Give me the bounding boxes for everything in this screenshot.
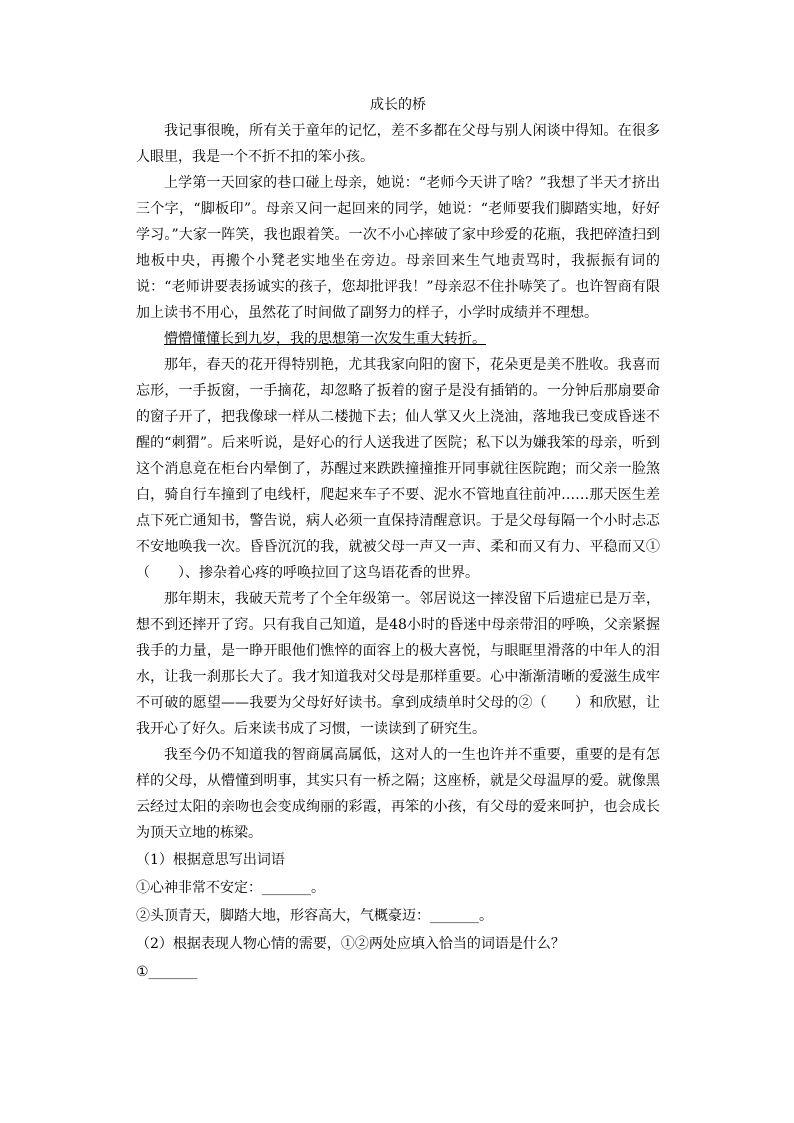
paragraph-3-underlined — [136, 326, 660, 352]
underlined-sentence: 懵懵懂懂长到九岁，我的思想第一次发生重大转折。 — [164, 331, 486, 347]
paragraph-6: 我至今仍不知道我的智商属高属低，这对人的一生也许并不重要，重要的是有怎样的父母，从懵懂到明事，其实只有一桥之隔；这座桥，就是父母温厚的爱。就像黑云经过太阳的亲吻也会变成绚丽的彩霞，再笨的小孩，有父母的爱来呵护，也会成长为顶天立地的栋梁。 — [136, 747, 660, 841]
question-1-item-2: ②头顶青天，脚踏大地，形容高大，气概豪迈：_______。 — [136, 908, 493, 924]
paragraph-1: 我记事很晚，所有关于童年的记忆，差不多都在父母与别人闲谈中得知。在很多人眼里，我是一个不折不扣的笨小孩。 — [136, 123, 660, 165]
question-1-heading: （1）根据意思写出词语 — [136, 852, 285, 868]
paragraph-2: 上学第一天回家的巷口碰上母亲，她说：“老师今天讲了啥？”我想了半天才挤出三个字，“脚板印”。母亲又问一起回来的同学，她说：“老师要我们脚踏实地，好好学习。”大家一阵笑，我也跟着笑。一次不小心摔破了家中珍爱的花瓶，我把碎渣扫到地板中央，再搬个小凳老实地坐在旁边。母亲回来生气地责骂时，我振振有词的说：“老师讲要表扬诚实的孩子，您却批评我！”母亲忍不住扑哧笑了。也许智商有限加上读书不用心，虽然花了时间做了副努力的样子，小学时成绩并不理想。 — [136, 175, 660, 321]
question-1-item-1: ①心神非常不安定：_______。 — [136, 880, 325, 896]
document-title: 成长的桥 — [370, 97, 426, 113]
question-2-item-1: ①_______ — [136, 964, 198, 980]
paragraph-5: 那年期末，我破天荒考了个全年级第一。邻居说这一摔没留下后遗症已是万幸，想不到还摔开了窍。只有我自己知道，是48小时的昏迷中母亲带泪的呼唤，父亲紧握我手的力量，是一睁开眼他们憔悴的面容上的极大喜悦，与眼眶里滑落的中年人的泪水，让我一刹那长大了。我才知道我对父母是那样重要。心中渐渐清晰的爱滋生成牢不可破的愿望——我要为父母好好读书。拿到成绩单时父母的②（ ）和欣慰，让我开心了好久。后来读书成了习惯，一读读到了研究生。 — [136, 591, 660, 737]
document-content — [136, 92, 660, 986]
paragraph-4: 那年，春天的花开得特别艳，尤其我家向阳的窗下，花朵更是美不胜收。我喜而忘形，一手扳窗，一手摘花，却忽略了扳着的窗子是没有插销的。一分钟后那扇要命的窗子开了，把我像球一样从二楼抛下去；仙人掌又火上浇油，落地我已变成昏迷不醒的“刺猬”。后来听说，是好心的行人送我进了医院；私下以为嫌我笨的母亲，听到这个消息竟在柜台内晕倒了，苏醒过来跌跌撞撞推开同事就往医院跑；而父亲一脸煞白，骑自行车撞到了电线杆，爬起来车子不要、泥水不管地直往前冲……那天医生差点下死亡通知书，警告说，病人必须一直保持清醒意识。于是父母每隔一个小时忐忑不安地唤我一次。昏昏沉沉的我，就被父母一声又一声、柔和而又有力、平稳而又①（ ）、掺杂着心疼的呼唤拉回了这鸟语花香的世界。 — [136, 357, 660, 581]
question-2-heading: （2）根据表现人物心情的需要，①②两处应填入恰当的词语是什么？ — [136, 936, 565, 952]
